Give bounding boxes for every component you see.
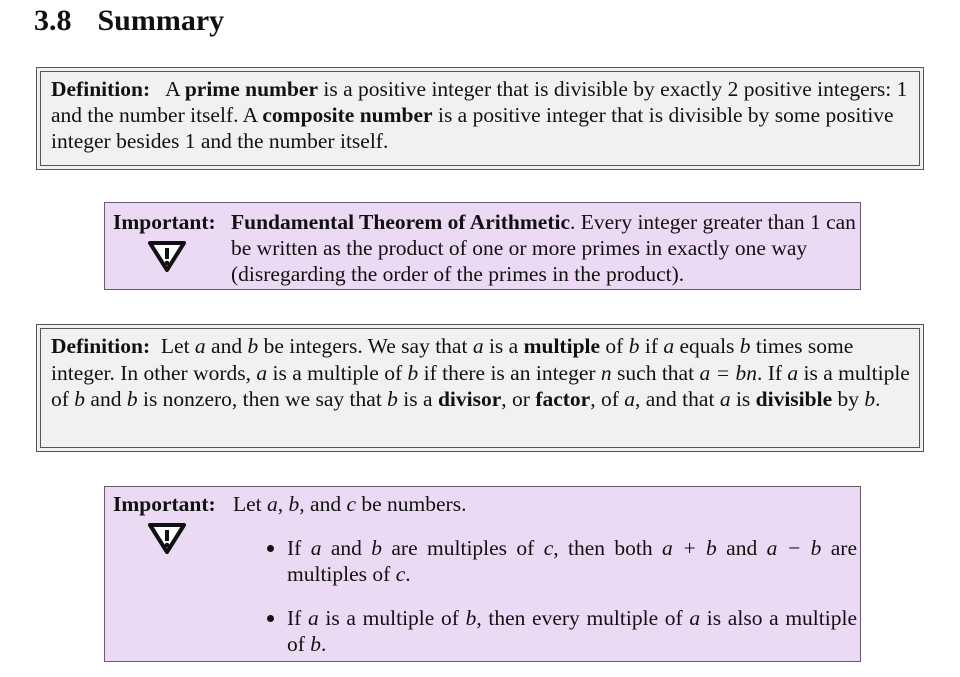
important-intro: Let a, b, and c be numbers.: [233, 492, 467, 516]
definition-text: A: [165, 77, 185, 101]
definition-text: is a positive integer that is divisible by some positive integer besides 1 and the number itself.: [51, 103, 894, 153]
term-divisor: divisor: [437, 387, 502, 411]
important-label: Important:: [113, 492, 216, 516]
important-text: [231, 209, 857, 287]
definition-label: Definition:: [51, 334, 151, 358]
term-divisible: divisible: [755, 387, 833, 411]
definition-text: is a positive integer that is divisible by exactly 2 positive integers: 1 and the number itself. A: [51, 77, 908, 127]
bullet-list: [267, 535, 857, 675]
important-box-multiples: [104, 486, 861, 662]
theorem-text: . Every integer greater than 1 can be written as the product of one or more primes in exactly one way (disregarding the order of the primes in the product).: [231, 210, 856, 286]
important-box-fta: [104, 202, 861, 290]
theorem-name: Fundamental Theorem of Arithmetic: [231, 210, 570, 234]
list-item: If a is a multiple of b, then every multiple of a is also a multiple of b.: [267, 605, 857, 657]
term-multiple: multiple: [523, 334, 601, 358]
section-heading: [34, 4, 224, 38]
term-factor: factor: [535, 387, 591, 411]
warning-triangle-icon: [147, 239, 187, 273]
list-item: If a and b are multiples of c, then both a + b and a − b are multiples of c.: [267, 535, 857, 587]
definition-label: Definition:: [51, 77, 151, 101]
term-prime-number: prime number: [184, 77, 318, 101]
important-label: Important:: [113, 210, 216, 234]
definition-box-multiple: Definition: Let a and b be integers. We say that a is a multiple of b if a equals b times some integer. In other words, a is a multiple of b if there is an integer n such that a = bn. If a is a multiple of b and b is nonzero, then we say that b is a divisor, or factor, of a, and that a is divisible by b.: [36, 324, 924, 452]
section-number: 3.8: [34, 4, 72, 37]
warning-triangle-icon: [147, 521, 187, 555]
term-composite-number: composite number: [262, 103, 433, 127]
section-title: Summary: [97, 4, 225, 37]
definition-box-prime: [36, 67, 924, 170]
